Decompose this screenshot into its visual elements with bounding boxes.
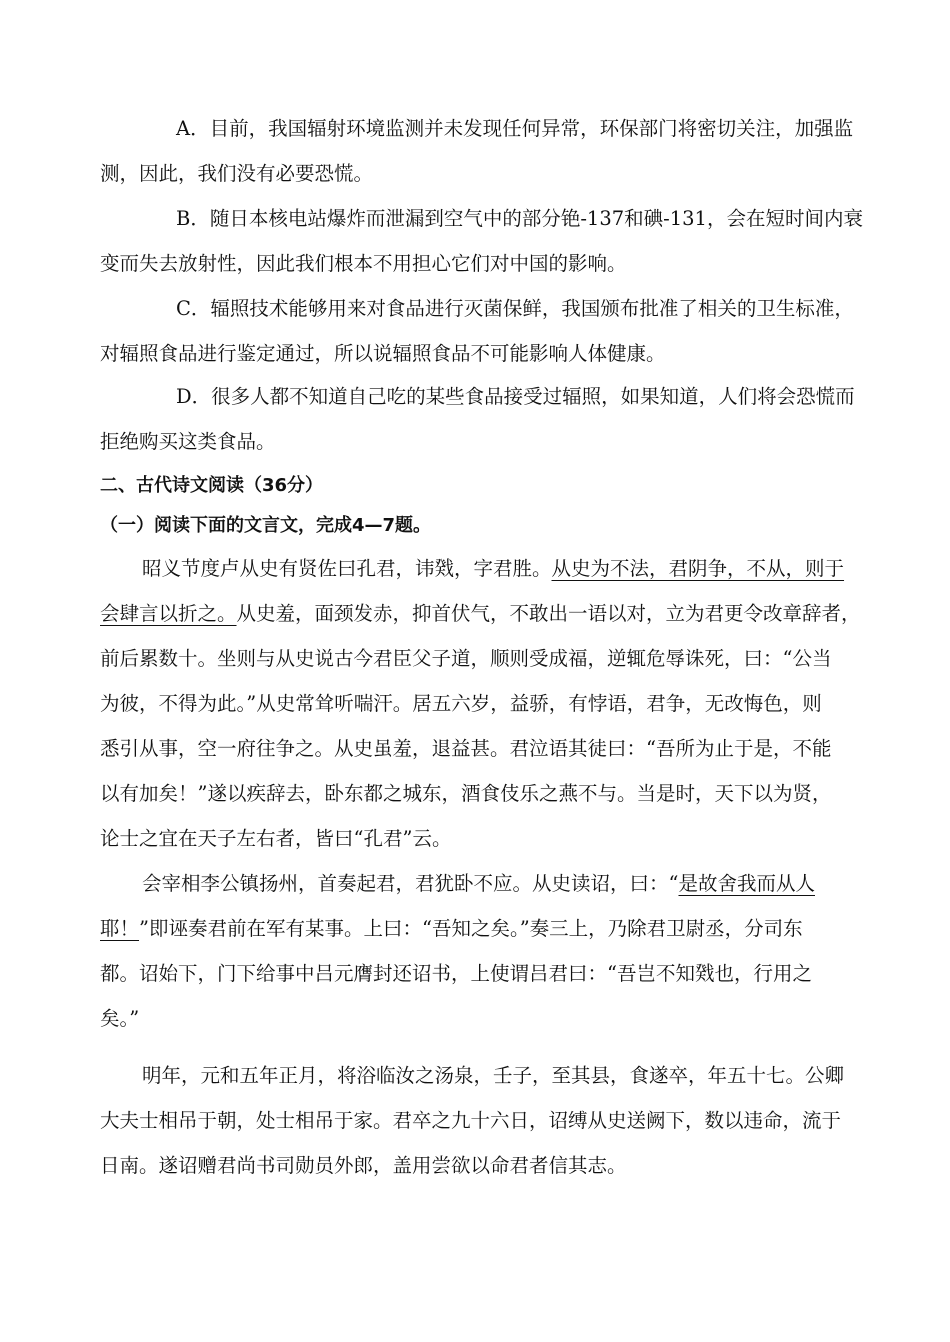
passage-p2-line-2 xyxy=(100,915,803,943)
passage-p2-line-4: 矣。” xyxy=(100,1007,140,1030)
option-d-line-1: D．很多人都不知道自己吃的某些食品接受过辐照，如果知道，人们将会恐慌而 xyxy=(176,385,855,408)
passage-p1-line-3: 前后累数十。坐则与从史说古今君臣父子道，顺则受成福，逆辄危辱诛死，曰：“公当 xyxy=(100,647,832,670)
passage-p1-line-1 xyxy=(142,555,844,583)
passage-p2-line-1 xyxy=(142,870,815,898)
passage-p1-line-4: 为彼，不得为此。”从史常耸听喘汗。居五六岁，益骄，有悖语，君争，无改悔色，则 xyxy=(100,692,822,715)
passage-p3-line-2: 大夫士相吊于朝，处士相吊于家。君卒之九十六日，诏缚从史送阙下，数以违命，流于 xyxy=(100,1109,842,1132)
passage-p1-line-2 xyxy=(100,600,861,628)
passage-p3-line-1: 明年，元和五年正月，将浴临汝之汤泉，壬子，至其县，食遂卒，年五十七。公卿 xyxy=(142,1064,845,1087)
passage-p2-line-2-text: ”即诬奏君前在军有某事。上曰：“吾知之矣。”奏三上，乃除君卫尉丞，分司东 xyxy=(139,917,803,940)
passage-p1-line-7: 论士之宜在天子左右者，皆曰“孔君”云。 xyxy=(100,827,452,850)
underlined-sentence-2-part-1: 是故舍我而从人 xyxy=(678,872,815,895)
passage-p3-line-3: 日南。遂诏赠君尚书司勋员外郎，盖用尝欲以命君者信其志。 xyxy=(100,1154,627,1177)
underlined-sentence-1-part-1: 从史为不法，君阴争，不从，则于 xyxy=(551,557,845,580)
option-a-line-2: 测，因此，我们没有必要恐慌。 xyxy=(100,162,374,185)
passage-p2-line-3: 都。诏始下，门下给事中吕元膺封还诏书，上使谓吕君曰：“吾岂不知戣也，行用之 xyxy=(100,962,812,985)
option-b-line-2: 变而失去放射性，因此我们根本不用担心它们对中国的影响。 xyxy=(100,252,627,275)
option-c-line-2: 对辐照食品进行鉴定通过，所以说辐照食品不可能影响人体健康。 xyxy=(100,342,666,365)
option-c-line-1: C．辐照技术能够用来对食品进行灭菌保鲜，我国颁布批准了相关的卫生标准， xyxy=(176,297,854,320)
underlined-sentence-1-part-2: 会肆言以折之。 xyxy=(100,602,237,625)
section-heading: 二、古代诗文阅读（36分） xyxy=(100,475,324,496)
option-b-line-1: B．随日本核电站爆炸而泄漏到空气中的部分铯-137和碘-131，会在短时间内衰 xyxy=(176,207,863,230)
passage-p1-line-2-text: 从史羞，面颈发赤，抑首伏气，不敢出一语以对，立为君更令改章辞者， xyxy=(236,602,861,625)
passage-p2-line-1-text: 会宰相李公镇扬州，首奏起君，君犹卧不应。从史读诏，曰：“ xyxy=(142,872,679,895)
option-a-line-1: A．目前，我国辐射环境监测并未发现任何异常，环保部门将密切关注，加强监 xyxy=(176,117,854,140)
section-subheading: （一）阅读下面的文言文，完成4—7题。 xyxy=(100,515,432,536)
passage-p1-line-5: 悉引从事，空一府往争之。从史虽羞，退益甚。君泣语其徒曰：“吾所为止于是，不能 xyxy=(100,737,832,760)
passage-p1-line-1-text: 昭义节度卢从史有贤佐曰孔君，讳戣，字君胜。 xyxy=(142,557,552,580)
option-d-line-2: 拒绝购买这类食品。 xyxy=(100,430,276,453)
passage-p1-line-6: 以有加矣！”遂以疾辞去，卧东都之城东，酒食伎乐之燕不与。当是时，天下以为贤， xyxy=(100,782,832,805)
underlined-sentence-2-part-2: 耶！ xyxy=(100,917,140,940)
